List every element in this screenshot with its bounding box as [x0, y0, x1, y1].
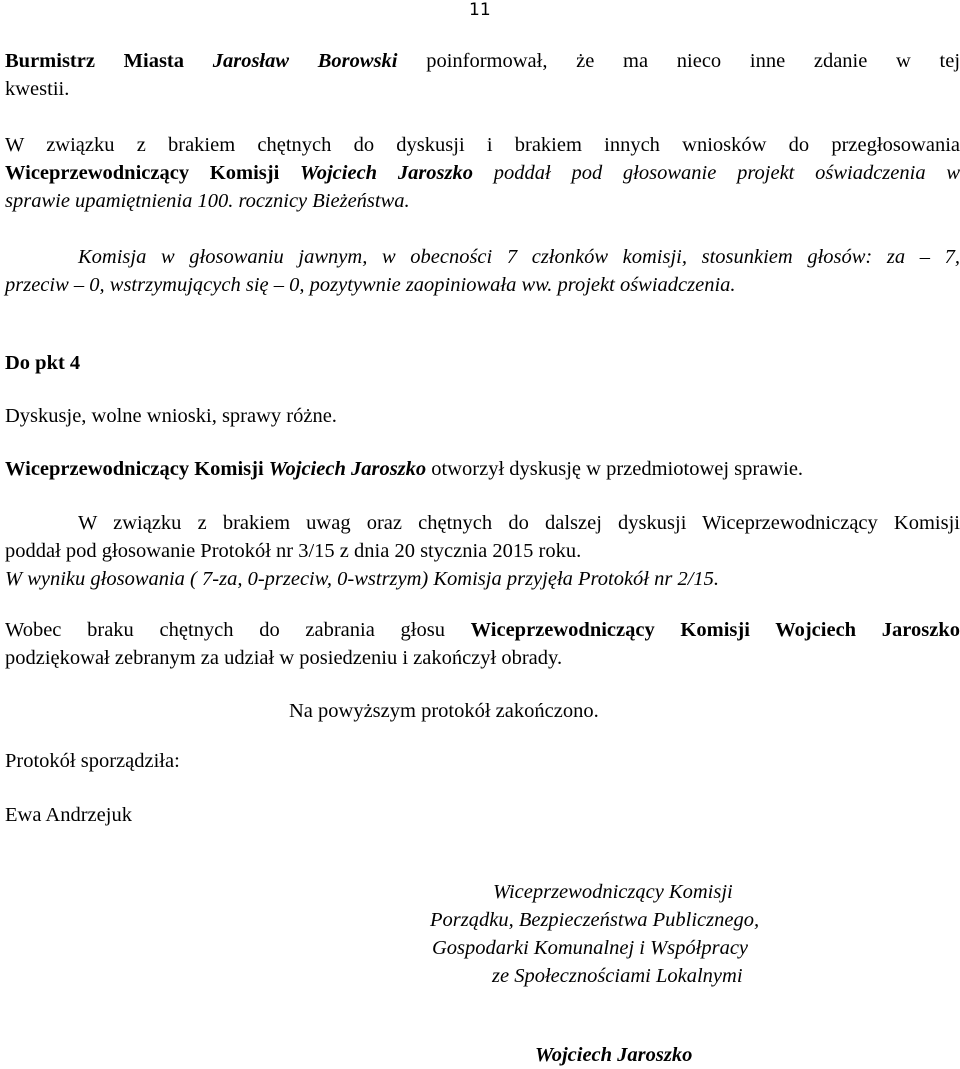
protocol-vote-line-1: W związku z brakiem uwag oraz chętnych do dalszej dyskusji Wiceprzewodniczący Komisji — [78, 512, 960, 534]
closing-start: Wobec braku chętnych do zabrania głosu — [5, 619, 471, 641]
paragraph-closing — [5, 616, 960, 672]
agenda-heading: Do pkt 4 — [5, 352, 81, 374]
borowski-word: Borowski — [317, 50, 398, 72]
signature-title-block — [360, 878, 870, 990]
paragraph-committee-vote — [5, 243, 960, 299]
closing-line-1 — [5, 616, 960, 644]
voting-declaration-line-1: W związku z brakiem chętnych do dyskusji i brakiem innych wniosków do przegłosowania — [5, 134, 960, 156]
signature-title-line-3: Gospodarki Komunalnej i Współpracy — [432, 937, 749, 959]
paragraph-protocol-vote — [5, 509, 960, 593]
signatory-name: Wojciech Jaroszko — [535, 1044, 693, 1066]
miasta-word: Miasta — [123, 50, 185, 72]
paragraph-voting-declaration — [5, 131, 960, 215]
paragraph-burmistrz-line-2: kwestii. — [5, 78, 70, 100]
committee-vote-line-1: Komisja w głosowaniu jawnym, w obecności 7 członków komisji, stosunkiem głosów: za – 7, — [78, 246, 960, 268]
voting-declaration-text: poddał pod głosowanie projekt oświadczenia w — [473, 162, 960, 184]
burmistrz-word: Burmistrz — [5, 50, 95, 72]
signature-title-line-2: Porządku, Bezpieczeństwa Publicznego, — [430, 909, 760, 931]
closing-vice-chair: Wiceprzewodniczący Komisji Wojciech Jaroszko — [470, 619, 960, 641]
paragraph-discussion-open — [5, 455, 960, 483]
protocol-vote-line-3: W wyniku głosowania ( 7-za, 0-przeciw, 0-wstrzym) Komisja przyjęła Protokół nr 2/15. — [5, 568, 720, 590]
vice-chair-name-2: Wojciech Jaroszko — [268, 458, 427, 480]
closing-line-2: podziękował zebranym za udział w posiedzeniu i zakończył obrady. — [5, 647, 563, 669]
committee-vote-line-2: przeciw – 0, wstrzymujących się – 0, pozytywnie zaopiniowała ww. projekt oświadczenia. — [5, 274, 736, 296]
voting-declaration-line-3: sprawie upamiętnienia 100. rocznicy Bieżeństwa. — [5, 190, 410, 212]
prepared-by-label: Protokół sporządziła: — [5, 750, 180, 772]
protocol-vote-line-2: poddał pod głosowanie Protokół nr 3/15 z dnia 20 stycznia 2015 roku. — [5, 540, 582, 562]
discussion-open-text: otworzył dyskusję w przedmiotowej sprawie. — [426, 458, 804, 480]
paragraph-burmistrz — [5, 47, 960, 103]
vice-chair-title: Wiceprzewodniczący Komisji — [5, 162, 280, 184]
burmistrz-statement: poinformował, że ma nieco inne zdanie w tej — [426, 50, 960, 72]
vice-chair-name: Wojciech Jaroszko — [300, 162, 474, 184]
voting-declaration-line-2 — [5, 159, 960, 187]
signature-title-line-4: ze Społecznościami Lokalnymi — [492, 965, 743, 987]
prepared-by-name: Ewa Andrzejuk — [5, 804, 132, 826]
signature-title-line-1: Wiceprzewodniczący Komisji — [493, 881, 733, 903]
paragraph-burmistrz-line-1 — [5, 47, 960, 75]
closing-statement: Na powyższym protokół zakończono. — [289, 700, 599, 722]
page-number: 11 — [469, 0, 491, 20]
vice-chair-title-2: Wiceprzewodniczący Komisji — [5, 458, 264, 480]
jaroslaw-word: Jarosław — [212, 50, 290, 72]
agenda-item-title: Dyskusje, wolne wnioski, sprawy różne. — [5, 405, 337, 427]
